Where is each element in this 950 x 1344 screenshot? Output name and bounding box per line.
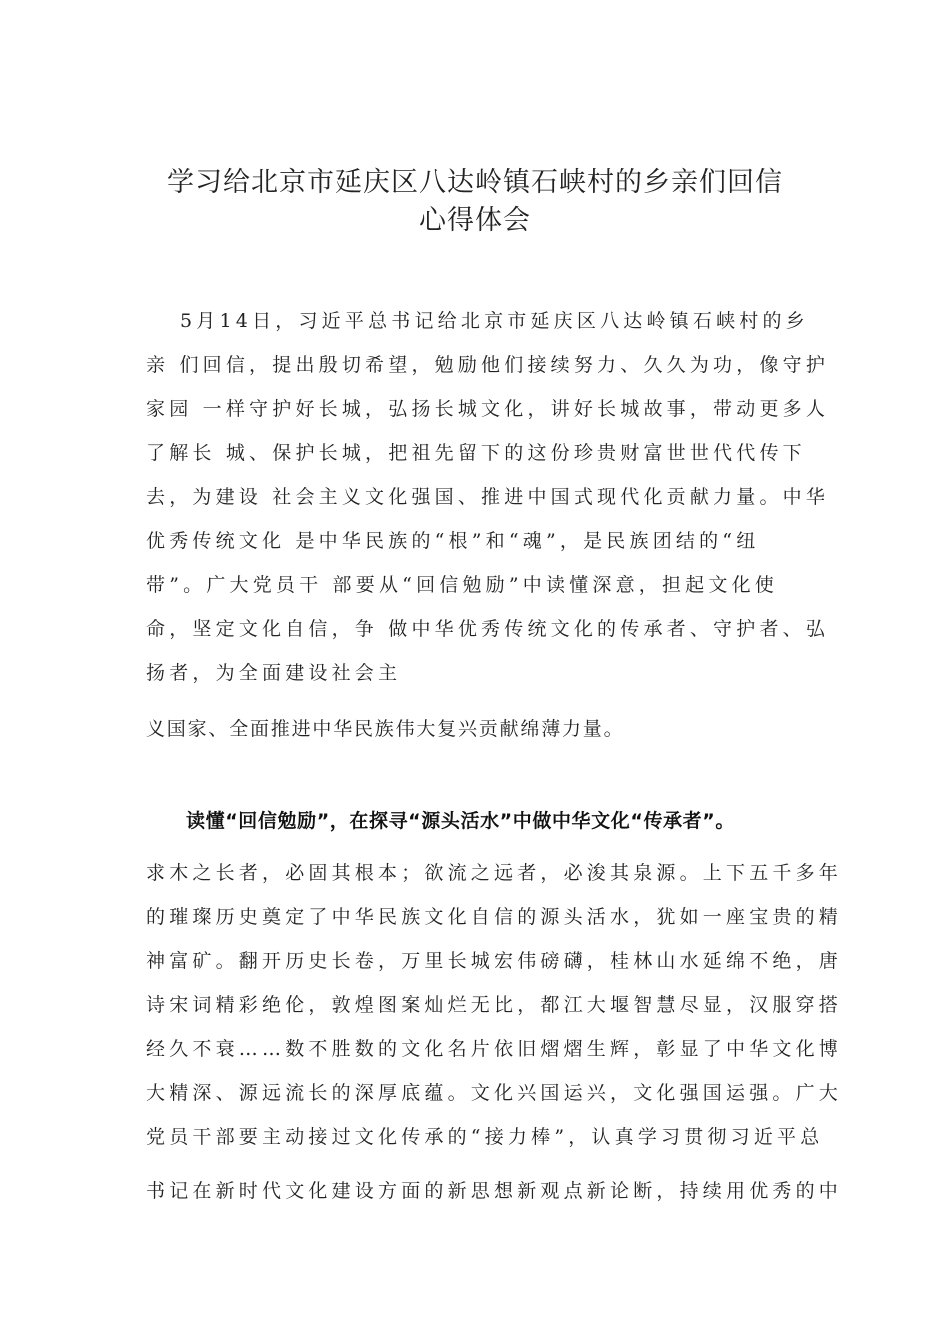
document-title-line-1: 学习给北京市延庆区八达岭镇石峡村的乡亲们回信 <box>167 167 783 198</box>
intro-line: 家园 一样守护好长城，弘扬长城文化，讲好长城故事，带动更多人 <box>146 398 830 420</box>
section-line: 经久不衰……数不胜数的文化名片依旧熠熠生辉，彰显了中华文化博 <box>146 1038 843 1060</box>
document-title-line-2: 心得体会 <box>419 205 531 236</box>
section-line: 书记在新时代文化建设方面的新思想新观点新论断，持续用优秀的中 <box>146 1180 843 1202</box>
section-line: 党员干部要主动接过文化传承的“接力棒”，认真学习贯彻习近平总 <box>146 1126 824 1148</box>
intro-line: 亲 们回信，提出殷切希望，勉励他们接续努力、久久为功，像守护 <box>146 354 830 376</box>
intro-line: 了解长 城、保护长城，把祖先留下的这份珍贵财富世世代代传下 <box>146 442 806 464</box>
intro-line: 去，为建设 社会主义文化强国、推进中国式现代化贡献力量。中华 <box>146 486 830 508</box>
section-line: 神富矿。翻开历史长卷，万里长城宏伟磅礴，桂林山水延绵不绝，唐 <box>146 950 843 972</box>
section-line: 的璀璨历史奠定了中华民族文化自信的源头活水，犹如一座宝贵的精 <box>146 906 843 928</box>
intro-line: 优秀传统文化 是中华民族的“根”和“魂”，是民族团结的“纽 <box>146 530 760 552</box>
intro-line: 扬者，为全面建设社会主 <box>146 662 402 684</box>
intro-line: 5月14日，习近平总书记给北京市延庆区八达岭镇石峡村的乡 <box>180 310 809 332</box>
section-line: 大精深、源远流长的深厚底蕴。文化兴国运兴，文化强国运强。广大 <box>146 1082 843 1104</box>
intro-tail-line: 义国家、全面推进中华民族伟大复兴贡献绵薄力量。 <box>146 718 625 740</box>
section-line: 诗宋词精彩绝伦，敦煌图案灿烂无比，都江大堰智慧尽显，汉服穿搭 <box>146 994 843 1016</box>
intro-line: 命，坚定文化自信，争 做中华优秀传统文化的传承者、守护者、弘 <box>146 618 830 640</box>
section-heading: 读懂“回信勉励”，在探寻“源头活水”中做中华文化“传承者”。 <box>186 810 735 832</box>
intro-line: 带”。广大党员干 部要从“回信勉励”中读懂深意，担起文化使 <box>146 574 778 596</box>
section-line: 求木之长者，必固其根本；欲流之远者，必浚其泉源。上下五千多年 <box>146 862 843 884</box>
